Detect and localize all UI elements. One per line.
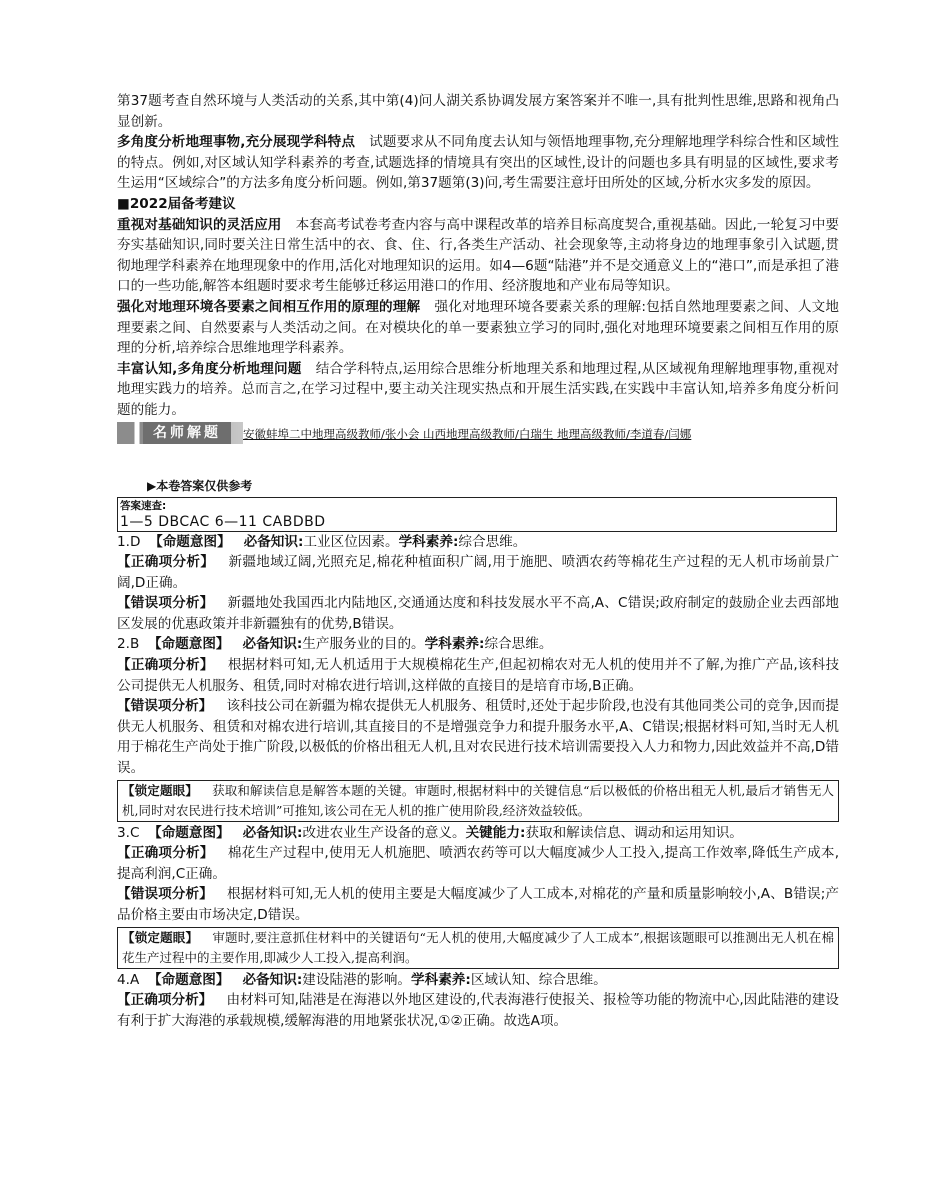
q4-intent: 4.A 【 命题意图 】 必备知识:建设陆港的影响。学科素养:区域认知、综合思维。: [117, 970, 839, 991]
intro-paragraph-2: 多角度分析地理事物,充分展现学科特点 试题要求从不同角度去认知与领悟地理事物,充分理解地理学科综合性和区域性的特点。例如,对区域认知学科素养的考查,试题选择的情境具有突出的区域性,设计的问题也多具有明显的区域性,要求考生运用“区域综合”的方法多角度分析问题。例如,第37题第(3)问,考生需要注意圩田所处的区域,分析水灾多发的原因。: [117, 134, 839, 192]
q3-correct-analysis: 【 正确项分析 】 棉花生产过程中,使用无人机施肥、喷洒农药等可以大幅度减少人工投入,提高工作效率,降低生产成本,提高利润,C正确。: [117, 843, 839, 884]
q3-key-point-box: 【 锁定题眼 】 审题时,要注意抓住材料中的关键语句“无人机的使用,大幅度减少了人工成本”,根据该题眼可以推测出无人机在棉花生产过程中的主要作用,即减少人工投入,提高利润。: [117, 927, 839, 969]
teacher-solution-banner: [117, 422, 839, 446]
page-content: [117, 91, 839, 1031]
q4-correct-analysis: 【 正确项分析 】 由材料可知,陆港是在海港以外地区建设的,代表海港行使报关、报检等功能的物流中心,因此陆港的建设有利于扩大海港的承载规模,缓解海港的用地紧张状况,①②正确。故选A项。: [117, 990, 839, 1031]
advice-item: 重视对基础知识的灵活应用 本套高考试卷考查内容与高中课程改革的培养目标高度契合,重视基础。因此,一轮复习中要夯实基础知识,同时要关注日常生活中的衣、食、住、行,各类生产活动、社会现象等,主动将身边的地理事象引入试题,贯彻地理学科素养在地理现象中的作用,活化对地理知识的运用。如4—6题“陆港”并不是交通意义上的“港口”,而是承担了港口的一些功能,解答本组题时要求考生能够迁移运用港口的作用、经济腹地和产业布局等知识。: [117, 216, 840, 295]
advice-item: 强化对地理环境各要素之间相互作用的原理的理解 强化对地理环境各要素关系的理解:包括自然地理要素之间、人文地理要素之间、自然要素与人类活动之间。在对模块化的单一要素独立学习的同时,强化对地理环境要素之间相互作用的原理的分析,培养综合思维地理学科素养。: [117, 298, 840, 357]
q3-intent: 3.C 【 命题意图 】 必备知识:改进农业生产设备的意义。关键能力:获取和解读信息、调动和运用知识。: [117, 823, 839, 844]
q1-correct-analysis: 【 正确项分析 】 新疆地域辽阔,光照充足,棉花种植面积广阔,用于施肥、喷洒农药等棉花生产过程的无人机市场前景广阔,D正确。: [117, 552, 839, 593]
advice-item-heading: 强化对地理环境各要素之间相互作用的原理的理解: [117, 298, 421, 315]
q2-correct-analysis: 【 正确项分析 】 根据材料可知,无人机适用于大规模棉花生产,但起初棉农对无人机的使用并不了解,为推广产品,该科技公司提供无人机服务、租赁,同时对棉农进行培训,这样做的直接目的是培育市场,B正确。: [117, 655, 839, 696]
answer-reference-note: ▶本卷答案仅供参考: [147, 478, 253, 493]
banner-title: 名师解题: [143, 422, 231, 444]
q2-key-point-box: 【 锁定题眼 】 获取和解读信息是解答本题的关键。审题时,根据材料中的关键信息“后以极低的价格出租无人机,最后才销售无人机,同时对农民进行技术培训”可推知,该公司在无人机的推广使用阶段,经济效益较低。: [117, 780, 839, 822]
intro-paragraph-2-heading: 多角度分析地理事物,充分展现学科特点: [117, 134, 356, 151]
answer-box-label: 答案速查:: [120, 499, 167, 512]
intro-paragraph-1: 第37题考查自然环境与人类活动的关系,其中第(4)问人湖关系协调发展方案答案并不唯一,具有批判性思维,思路和视角凸显创新。: [117, 93, 839, 130]
answer-quick-check-box: [117, 497, 837, 532]
q2-wrong-analysis: 【 错误项分析 】 该科技公司在新疆为棉农提供无人机服务、租赁时,还处于起步阶段,也没有其他同类公司的竞争,因而提供无人机服务、租赁和对棉农进行培训,其直接目的不是增强竞争力和提升服务水平,A、C错误;根据材料可知,当时无人机用于棉花生产尚处于推广阶段,以极低的价格出租无人机,且对农民进行技术培训需要投入人力和物力,因此效益并不高,D错误。: [117, 696, 839, 778]
q2-intent: 2.B 【 命题意图 】 必备知识:生产服务业的目的。学科素养:综合思维。: [117, 634, 839, 655]
q1-wrong-analysis: 【 错误项分析 】 新疆地处我国西北内陆地区,交通通达度和科技发展水平不高,A、C错误;政府制定的鼓励企业去西部地区发展的优惠政策并非新疆独有的优势,B错误。: [117, 593, 839, 634]
banner-authors: 安徽蚌埠二中地理高级教师/张小会 山西地理高级教师/白瑞生 地理高级教师/李道春/闫娜: [243, 426, 692, 441]
advice-item-heading: 重视对基础知识的灵活应用: [117, 216, 282, 233]
advice-section-title: ■2022届备考建议: [117, 195, 236, 212]
answer-box-value: 1—5 DBCAC 6—11 CABDBD: [120, 513, 326, 530]
advice-item: 丰富认知,多角度分析地理问题 结合学科特点,运用综合思维分析地理关系和地理过程,从区域视角理解地理事物,重视对地理实践力的培养。总而言之,在学习过程中,要主动关注现实热点和开展生活实践,在实践中丰富认知,培养多角度分析问题的能力。: [117, 360, 839, 418]
q1-intent: 1.D 【 命题意图 】 必备知识:工业区位因素。学科素养:综合思维。: [117, 532, 839, 553]
q3-wrong-analysis: 【 错误项分析 】 根据材料可知,无人机的使用主要是大幅度减少了人工成本,对棉花的产量和质量影响较小,A、B错误;产品价格主要由市场决定,D错误。: [117, 884, 839, 925]
advice-item-heading: 丰富认知,多角度分析地理问题: [117, 360, 302, 377]
